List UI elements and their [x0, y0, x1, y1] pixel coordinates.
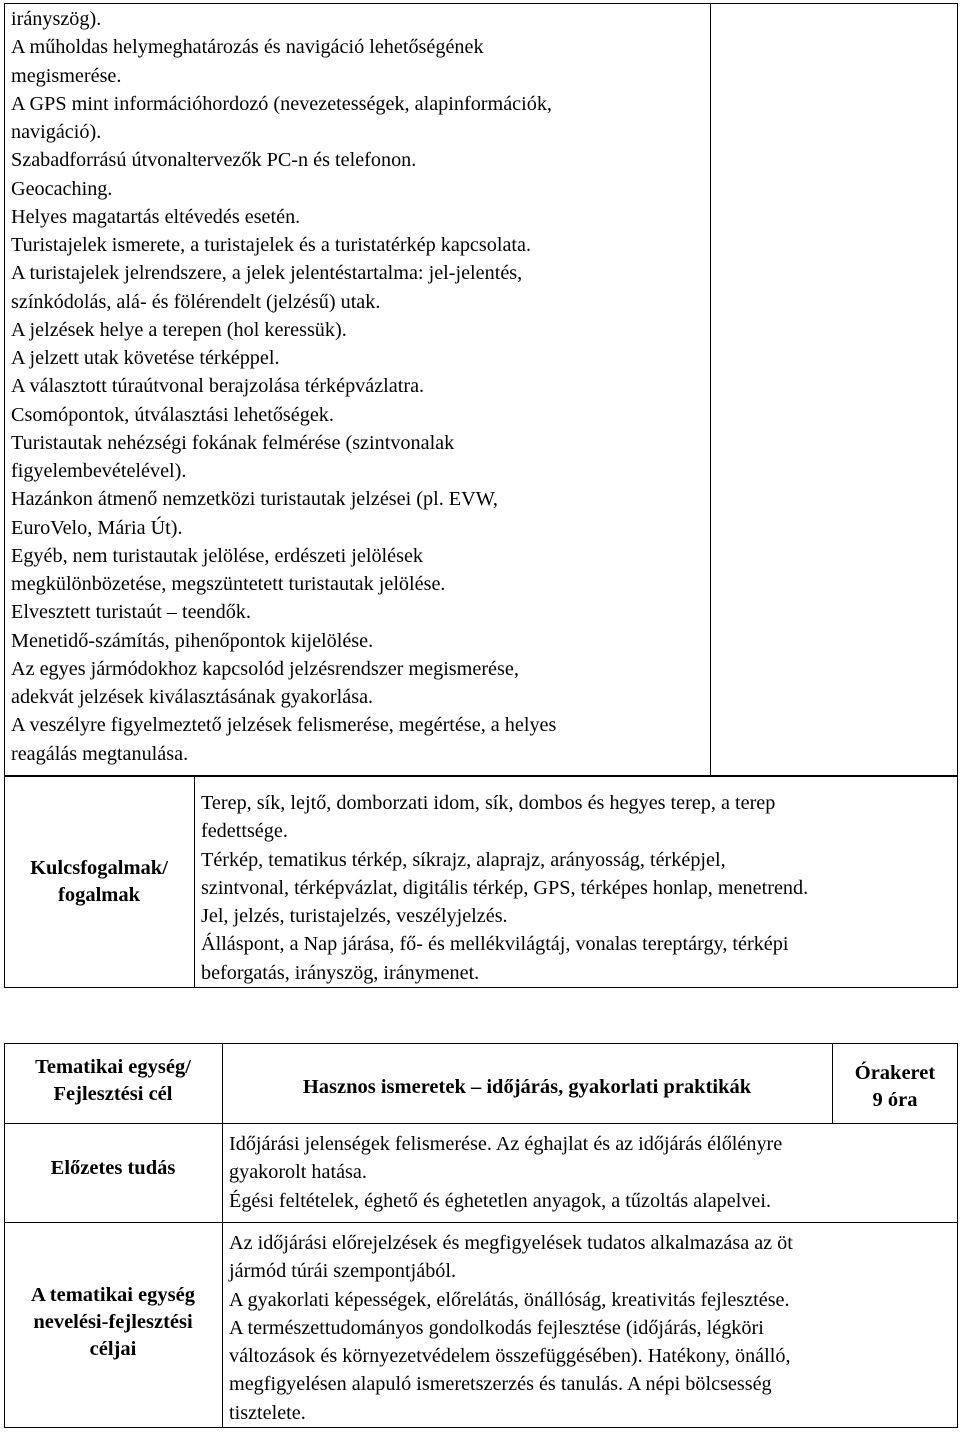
prior-knowledge-label-text: Előzetes tudás: [50, 1157, 176, 1179]
top-content-list: [11, 5, 556, 768]
content-line: Egyéb, nem turistautak jelölése, erdészeti jelölések: [11, 544, 424, 567]
prior-knowledge-line: Égési feltételek, éghető és éghetetlen anyagok, a tűzoltás alapelvei.: [229, 1189, 772, 1212]
prior-knowledge-line: gyakorolt hatása.: [229, 1161, 367, 1184]
goal-line: A gyakorlati képességek, előrelátás, önállóság, kreativitás fejlesztése.: [229, 1288, 790, 1311]
content-line: navigáció).: [11, 121, 102, 143]
content-line: Elvesztett turistaút – teendők.: [11, 601, 251, 624]
unit-title-text: Hasznos ismeretek – időjárás, gyakorlati praktikák: [302, 1076, 752, 1098]
unit-row-divider-1: [4, 1123, 958, 1124]
unit-header-label-line-2: Fejlesztési cél: [53, 1083, 173, 1105]
content-line: A jelzett utak követése térképpel.: [11, 347, 280, 369]
keywords-label-line-2: fogalmak: [58, 884, 140, 906]
content-line: EuroVelo, Mária Út).: [11, 516, 183, 539]
prior-knowledge-line: Időjárási jelenségek felismerése. Az éghajlat és az időjárás élőlényre: [229, 1133, 783, 1155]
keywords-content-list: [201, 789, 808, 987]
content-line: Turistajelek ismerete, a turistajelek és a turistatérkép kapcsolata.: [11, 234, 532, 256]
goal-line: tisztelete.: [229, 1401, 306, 1424]
keyword-line: fedettsége.: [201, 820, 288, 843]
content-line: Turistautak nehézségi fokának felmérése (szintvonalak: [11, 431, 455, 454]
keyword-line: beforgatás, irányszög, iránymenet.: [201, 961, 480, 984]
keyword-line: Jel, jelzés, turistajelzés, veszélyjelzés.: [201, 905, 508, 927]
content-line: Csomópontok, útválasztási lehetőségek.: [11, 403, 334, 426]
goals-content-list: [229, 1229, 793, 1427]
keyword-line: Álláspont, a Nap járása, fő- és mellékvilágtáj, vonalas tereptárgy, térképi: [201, 933, 789, 956]
keyword-line: Terep, sík, lejtő, domborzati idom, sík, dombos és hegyes terep, a terep: [201, 792, 776, 814]
content-line: figyelembevételével).: [11, 460, 187, 482]
content-line: Az egyes jármódokhoz kapcsolód jelzésrendszer megismerése,: [11, 657, 519, 680]
goal-line: változások és környezetvédelem összefüggésében). Hatékony, önálló,: [229, 1345, 791, 1367]
unit-title: [222, 1074, 832, 1101]
keyword-line: szintvonal, térképvázlat, digitális térkép, GPS, térképes honlap, menetrend.: [201, 876, 809, 899]
content-line: Szabadforrású útvonaltervezők PC-n és telefonon.: [11, 149, 417, 172]
content-line: A turistajelek jelrendszere, a jelek jelentéstartalma: jel-jelentés,: [11, 262, 523, 285]
goal-line: A természettudományos gondolkodás fejlesztése (időjárás, légköri: [229, 1316, 764, 1339]
content-line: A választott túraútvonal berajzolása térképvázlatra.: [11, 375, 425, 398]
content-line: irányszög).: [11, 8, 102, 30]
top-table-column-divider: [710, 3, 711, 776]
unit-row-divider-2: [4, 1222, 958, 1223]
hours-value: 9 óra: [872, 1089, 918, 1111]
content-line: Hazánkon átmenő nemzetközi turistautak jelzései (pl. EVW,: [11, 488, 498, 511]
keywords-label-line-1: Kulcsfogalmak/: [30, 857, 168, 879]
unit-header-label-line-1: Tematikai egység/: [35, 1056, 191, 1078]
goal-line: Az időjárási előrejelzések és megfigyelések tudatos alkalmazása az öt: [229, 1232, 793, 1254]
content-line: Menetidő-számítás, pihenőpontok kijelölése.: [11, 629, 374, 652]
goals-label-line-2: nevelési-fejlesztési: [33, 1311, 193, 1333]
content-line: A műholdas helymeghatározás és navigáció lehetőségének: [11, 36, 484, 59]
keywords-column-divider: [194, 776, 195, 988]
content-line: A jelzések helye a terepen (hol keressük).: [11, 318, 347, 341]
content-line: A GPS mint információhordozó (nevezetességek, alapinformációk,: [11, 92, 552, 115]
goal-line: jármód túrái szempontjából.: [229, 1260, 457, 1283]
goals-label-line-3: céljai: [89, 1338, 137, 1360]
goal-line: megfigyelésen alapuló ismeretszerzés és tanulás. A népi bölcsesség: [229, 1373, 772, 1396]
content-line: adekvát jelzések kiválasztásának gyakorlása.: [11, 686, 374, 708]
prior-knowledge-content-list: [229, 1130, 782, 1215]
content-line: színkódolás, alá- és fölérendelt (jelzésű) utak.: [11, 290, 381, 313]
goals-label: [4, 1282, 222, 1363]
content-line: megkülönbözetése, megszüntetett turistautak jelölése.: [11, 573, 446, 595]
content-line: A veszélyre figyelmeztető jelzések felismerése, megértése, a helyes: [11, 714, 557, 737]
hours-frame: [832, 1060, 958, 1114]
content-line: Geocaching.: [11, 177, 113, 200]
keywords-label: [4, 855, 194, 909]
prior-knowledge-label: [4, 1155, 222, 1182]
content-line: reagálás megtanulása.: [11, 742, 189, 765]
content-line: megismerése.: [11, 64, 122, 87]
hours-label: Órakeret: [854, 1062, 936, 1084]
content-line: Helyes magatartás eltévedés esetén.: [11, 205, 301, 228]
goals-label-line-1: A tematikai egység: [31, 1284, 195, 1306]
unit-header-label: [4, 1054, 222, 1108]
keyword-line: Térkép, tematikus térkép, síkrajz, alaprajz, arányosság, térképjel,: [201, 848, 726, 871]
